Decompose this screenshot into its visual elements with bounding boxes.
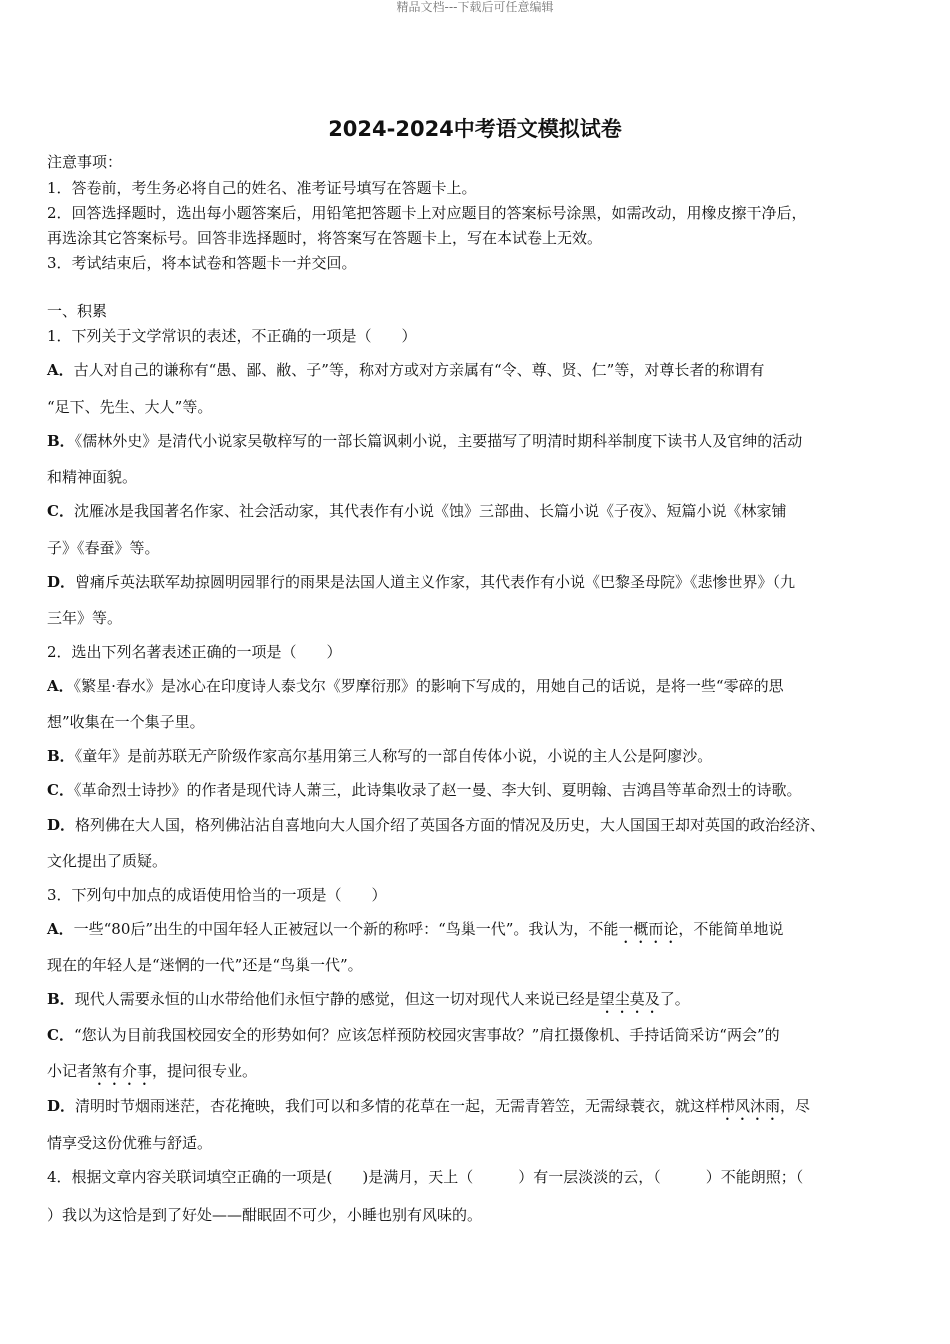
option-label: C． bbox=[47, 502, 74, 520]
option-text: 《儒林外史》是清代小说家吴敬梓写的一部长篇讽刺小说，主要描写了明清时期科举制度下读书人及官绅的活动 bbox=[74, 432, 803, 450]
option-text: 格列佛在大人国，格列佛沾沾自喜地向大人国介绍了英国各方面的情况及历史，大人国国王却对英国的政治经济、 bbox=[75, 816, 826, 834]
option-text: “您认为目前我国校园安全的形势如何？应该怎样预防校园灾害事故？”肩扛摄像机、手持话筒采访“两会”的 bbox=[73, 1026, 780, 1044]
option-text: ，提问很专业。 bbox=[152, 1062, 258, 1080]
option-label: D． bbox=[47, 573, 76, 591]
option-text: 古人对自己的谦称有“愚、鄙、敝、子”等，称对方或对方亲属有“令、尊、贤、仁”等，对尊长者的称谓有 bbox=[73, 361, 765, 379]
q1-option-b bbox=[47, 431, 802, 451]
q1-option-d-cont: 三年》等。 bbox=[47, 609, 123, 627]
q2-stem: 2．选出下列名著表述正确的一项是（ ） bbox=[47, 643, 342, 661]
option-text: 《革命烈士诗抄》的作者是现代诗人萧三，此诗集收录了赵一曼、李大钊、夏明翰、吉鸿昌等革命烈士的诗歌。 bbox=[73, 781, 802, 799]
option-text: 一些“80后”出生的中国年轻人正被冠以一个新的称呼：“鸟巢一代”。我认为，不能 bbox=[73, 920, 619, 938]
q1-option-a bbox=[47, 360, 764, 380]
q2-option-d-cont: 文化提出了质疑。 bbox=[47, 852, 168, 870]
option-text: 现代人需要永恒的山水带给他们永恒宁静的感觉，但这一切对现代人来说已经是 bbox=[74, 990, 600, 1008]
q1-stem: 1．下列关于文学常识的表述，不正确的一项是（ ） bbox=[47, 327, 417, 345]
q4-stem: 4．根据文章内容关联词填空正确的一项是( )是满月，天上（ ）有一层淡淡的云，（ ）不能朗照；（ bbox=[47, 1168, 804, 1186]
option-label: D． bbox=[47, 1097, 76, 1115]
q3-option-d bbox=[47, 1096, 810, 1124]
option-label: B． bbox=[47, 432, 75, 450]
dotted-idiom: 望尘莫及 bbox=[599, 990, 660, 1008]
option-label: B． bbox=[47, 990, 75, 1008]
dotted-idiom: 一概而论 bbox=[618, 920, 679, 938]
notice-item-3: 3．考试结束后，将本试卷和答题卡一并交回。 bbox=[47, 254, 357, 272]
dotted-idiom: 栉风沐雨 bbox=[720, 1097, 781, 1115]
option-text: 小记者 bbox=[47, 1062, 93, 1080]
option-label: D． bbox=[47, 816, 76, 834]
option-text: 曾痛斥英法联军劫掠圆明园罪行的雨果是法国人道主义作家，其代表作有小说《巴黎圣母院》《悲惨世界》（九 bbox=[75, 573, 796, 591]
notice-item-2: 2．回答选择题时，选出每小题答案后，用铅笔把答题卡上对应题目的答案标号涂黑，如需改动，用橡皮擦干净后， bbox=[47, 204, 807, 222]
q3-option-a bbox=[47, 919, 783, 947]
option-text: ，不能简单地说 bbox=[678, 920, 784, 938]
page-watermark: 精品文档---下载后可任意编辑 bbox=[396, 0, 554, 14]
q3-option-d-cont: 情享受这份优雅与舒适。 bbox=[47, 1134, 213, 1152]
option-label: C． bbox=[47, 781, 74, 799]
option-text: ，尽 bbox=[780, 1097, 811, 1115]
q2-option-b bbox=[47, 746, 712, 766]
q3-option-c-cont bbox=[47, 1061, 257, 1089]
q3-option-a-cont: 现在的年轻人是“迷惘的一代”还是“鸟巢一代”。 bbox=[47, 956, 363, 974]
q4-stem-cont: ）我以为这恰是到了好处——酣眠固不可少，小睡也别有风味的。 bbox=[47, 1206, 483, 1224]
q2-option-a bbox=[47, 676, 784, 696]
notice-item-2-cont: 再选涂其它答案标号。回答非选择题时，将答案写在答题卡上，写在本试卷上无效。 bbox=[47, 229, 603, 247]
q2-option-c bbox=[47, 780, 801, 800]
option-label: A． bbox=[47, 920, 74, 938]
q1-option-a-cont: “足下、先生、大人”等。 bbox=[47, 398, 213, 416]
q1-option-c-cont: 子》《春蚕》等。 bbox=[47, 539, 160, 557]
notice-heading: 注意事项： bbox=[47, 153, 123, 171]
notice-item-1: 1．答卷前，考生务必将自己的姓名、准考证号填写在答题卡上。 bbox=[47, 179, 477, 197]
q2-option-a-cont: 想”收集在一个集子里。 bbox=[47, 713, 205, 731]
option-label: C． bbox=[47, 1026, 74, 1044]
q3-option-b bbox=[47, 989, 690, 1017]
q1-option-b-cont: 和精神面貌。 bbox=[47, 468, 138, 486]
option-label: A． bbox=[47, 677, 74, 695]
option-text: 沈雁冰是我国著名作家、社会活动家，其代表作有小说《蚀》三部曲、长篇小说《子夜》、短篇小说《林家铺 bbox=[73, 502, 787, 520]
section-heading: 一、积累 bbox=[47, 302, 108, 320]
q2-option-d bbox=[47, 815, 825, 835]
page-title: 2024-2024中考语文模拟试卷 bbox=[328, 117, 622, 141]
option-label: B． bbox=[47, 747, 75, 765]
q1-option-c bbox=[47, 501, 786, 521]
dotted-idiom: 煞有介事 bbox=[92, 1062, 153, 1080]
q3-option-c bbox=[47, 1025, 780, 1045]
option-text: 《童年》是前苏联无产阶级作家高尔基用第三人称写的一部自传体小说，小说的主人公是阿廖沙。 bbox=[74, 747, 713, 765]
option-text: 清明时节烟雨迷茫，杏花掩映，我们可以和多情的花草在一起，无需青箬笠，无需绿蓑衣，就这样 bbox=[75, 1097, 721, 1115]
option-label: A． bbox=[47, 361, 74, 379]
q3-stem: 3．下列句中加点的成语使用恰当的一项是（ ） bbox=[47, 886, 387, 904]
option-text: 了。 bbox=[659, 990, 690, 1008]
option-text: 《繁星·春水》是冰心在印度诗人泰戈尔《罗摩衍那》的影响下写成的，用她自己的话说，是将一些“零碎的思 bbox=[73, 677, 784, 695]
q1-option-d bbox=[47, 572, 795, 592]
